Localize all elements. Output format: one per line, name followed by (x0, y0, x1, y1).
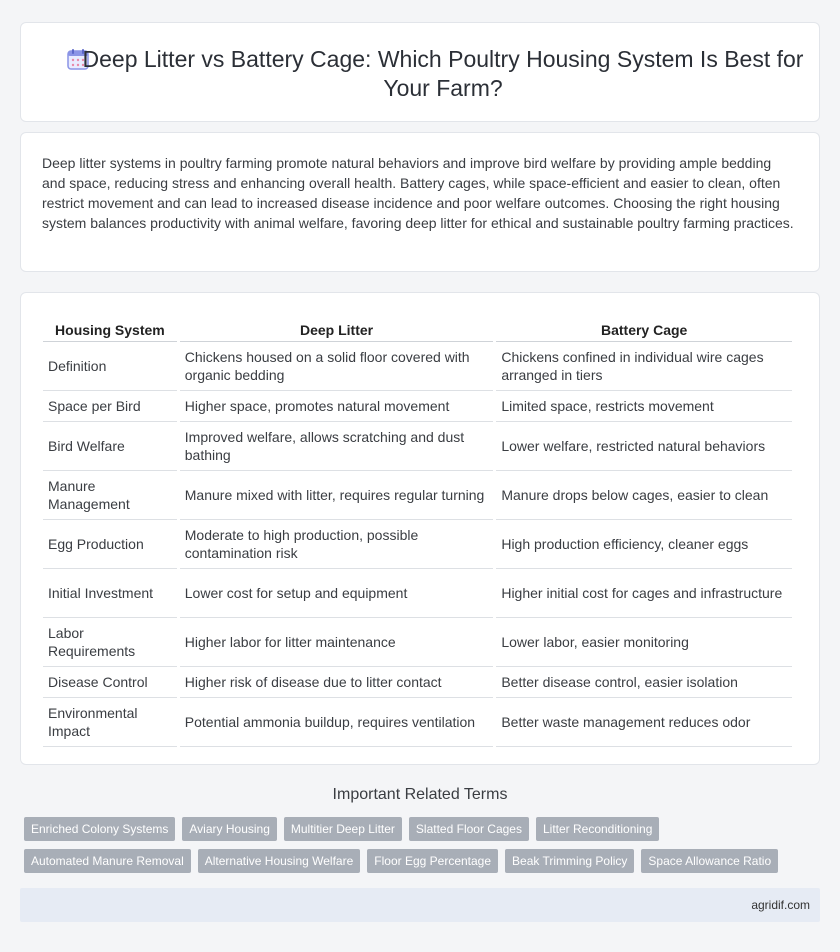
tag-row (24, 817, 824, 841)
row-label: Disease Control (43, 667, 177, 698)
related-term-tag[interactable]: Slatted Floor Cages (409, 817, 529, 841)
table-row (43, 618, 792, 667)
table-row (43, 422, 792, 471)
deep-litter-cell: Higher space, promotes natural movement (180, 391, 494, 422)
row-label: Space per Bird (43, 391, 177, 422)
related-term-tag[interactable]: Automated Manure Removal (24, 849, 191, 873)
deep-litter-cell: Manure mixed with litter, requires regular turning (180, 471, 494, 520)
column-header: Battery Cage (496, 313, 792, 342)
related-term-tag[interactable]: Multitier Deep Litter (284, 817, 402, 841)
battery-cage-cell: Chickens confined in individual wire cages arranged in tiers (496, 342, 792, 391)
deep-litter-cell: Improved welfare, allows scratching and dust bathing (180, 422, 494, 471)
row-label: Labor Requirements (43, 618, 177, 667)
battery-cage-cell: Better waste management reduces odor (496, 698, 792, 747)
column-header: Deep Litter (180, 313, 494, 342)
battery-cage-cell: Lower labor, easier monitoring (496, 618, 792, 667)
row-label: Bird Welfare (43, 422, 177, 471)
deep-litter-cell: Higher labor for litter maintenance (180, 618, 494, 667)
column-header: Housing System (43, 313, 177, 342)
deep-litter-cell: Potential ammonia buildup, requires ventilation (180, 698, 494, 747)
table-row (43, 342, 792, 391)
related-term-tag[interactable]: Enriched Colony Systems (24, 817, 175, 841)
tag-row (24, 849, 824, 873)
table-row (43, 391, 792, 422)
battery-cage-cell: High production efficiency, cleaner eggs (496, 520, 792, 569)
deep-litter-cell: Lower cost for setup and equipment (180, 569, 494, 618)
related-terms-list (24, 817, 824, 881)
battery-cage-cell: Better disease control, easier isolation (496, 667, 792, 698)
table-row (43, 471, 792, 520)
deep-litter-cell: Higher risk of disease due to litter contact (180, 667, 494, 698)
table-row (43, 569, 792, 618)
row-label: Manure Management (43, 471, 177, 520)
table-row (43, 698, 792, 747)
row-label: Definition (43, 342, 177, 391)
row-label: Initial Investment (43, 569, 177, 618)
title-card (20, 22, 820, 122)
related-term-tag[interactable]: Litter Reconditioning (536, 817, 659, 841)
related-terms-heading: Important Related Terms (332, 786, 508, 803)
battery-cage-cell: Lower welfare, restricted natural behaviors (496, 422, 792, 471)
deep-litter-cell: Chickens housed on a solid floor covered with organic bedding (180, 342, 494, 391)
comparison-table (40, 313, 795, 747)
related-term-tag[interactable]: Aviary Housing (182, 817, 276, 841)
intro-card (20, 132, 820, 272)
page-title: Deep Litter vs Battery Cage: Which Poultry Housing System Is Best for Your Farm? (82, 46, 804, 101)
battery-cage-cell: Manure drops below cages, easier to clean (496, 471, 792, 520)
row-label: Egg Production (43, 520, 177, 569)
related-term-tag[interactable]: Space Allowance Ratio (641, 849, 778, 873)
battery-cage-cell: Limited space, restricts movement (496, 391, 792, 422)
intro-paragraph: Deep litter systems in poultry farming promote natural behaviors and improve bird welfare by providing ample bedding and space, reducing stress and enhancing overall health. Battery cages, while space-efficient and easier to clean, often restrict movement and can lead to increased disease incidence and poor welfare outcomes. Choosing the right housing system balances productivity with animal welfare, favoring deep litter for ethical and sustainable poultry farming practices. (42, 155, 794, 231)
comparison-card (20, 292, 820, 765)
site-link[interactable]: agridif.com (751, 898, 810, 912)
row-label: Environmental Impact (43, 698, 177, 747)
table-row (43, 520, 792, 569)
battery-cage-cell: Higher initial cost for cages and infrastructure (496, 569, 792, 618)
related-term-tag[interactable]: Beak Trimming Policy (505, 849, 634, 873)
related-term-tag[interactable]: Alternative Housing Welfare (198, 849, 361, 873)
deep-litter-cell: Moderate to high production, possible contamination risk (180, 520, 494, 569)
table-header-row (43, 313, 792, 342)
related-term-tag[interactable]: Floor Egg Percentage (367, 849, 498, 873)
table-row (43, 667, 792, 698)
footer-bar (20, 888, 820, 922)
